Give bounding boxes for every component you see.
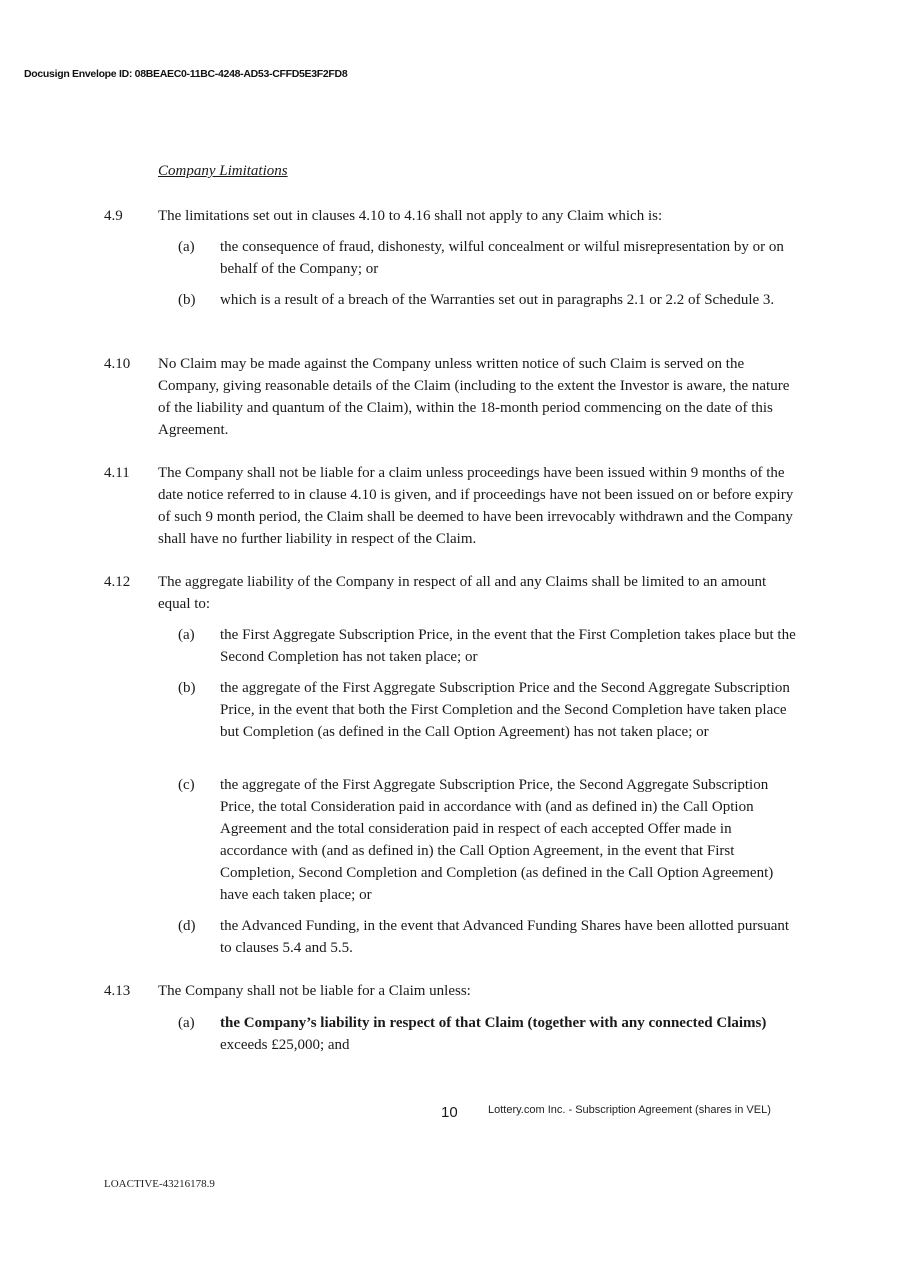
clause-text: The limitations set out in clauses 4.10 to 4.16 shall not apply to any Claim which is: (158, 208, 663, 224)
sub-label: (b) (178, 680, 196, 696)
sub-text: which is a result of a breach of the Warranties set out in paragraphs 2.1 or 2.2 of Schedule 3. (220, 292, 775, 308)
sub-label: (b) (178, 292, 196, 308)
clause-number: 4.10 (104, 356, 131, 372)
sub-label: (a) (178, 239, 195, 255)
sub-text: the aggregate of the First Aggregate Subscription Price, the Second Aggregate Subscription Price, the total Consideration paid in accordance with (and as defined in) the Call Option Agreement and the total consideration paid in respect of each accepted Offer made in accordance with (and as defined in) the Call Option Agreement, in the event that First Completion, Second Completion and Completion (as defined in the Call Option Agreement) have each taken place; or (220, 777, 774, 903)
clause-text: The Company shall not be liable for a Claim unless: (158, 983, 471, 999)
sub-text: the Advanced Funding, in the event that Advanced Funding Shares have been allotted pursuant to clauses 5.4 and 5.5. (220, 918, 790, 956)
sub-text (220, 1012, 800, 1056)
clause-text: The Company shall not be liable for a claim unless proceedings have been issued within 9 months of the date notice referred to in clause 4.10 is given, and if proceedings have not been issued on or before expiry of such 9 month period, the Claim shall be deemed to have been irrevocably withdrawn and the Company shall have no further liability in respect of the Claim. (158, 465, 794, 547)
sub-text: the aggregate of the First Aggregate Subscription Price and the Second Aggregate Subscription Price, in the event that both the First Completion and the Second Completion have taken place but Completion (as defined in the Call Option Agreement) has not taken place; or (220, 680, 790, 740)
footer-title: Lottery.com Inc. - Subscription Agreement (shares in VEL) (488, 1104, 771, 1116)
document-reference: LOACTIVE-43216178.9 (104, 1178, 215, 1190)
sub-text: the First Aggregate Subscription Price, in the event that the First Completion takes place but the Second Completion has not taken place; or (220, 627, 796, 665)
section-heading: Company Limitations (158, 163, 288, 179)
sub-label: (d) (178, 918, 196, 934)
page-number: 10 (441, 1104, 458, 1121)
sub-label: (c) (178, 777, 195, 793)
envelope-id: Docusign Envelope ID: 08BEAEC0-11BC-4248-AD53-CFFD5E3F2FD8 (24, 68, 348, 80)
sub-text: the consequence of fraud, dishonesty, wilful concealment or wilful misrepresentation by or on behalf of the Company; or (220, 239, 784, 277)
clause-number: 4.9 (104, 208, 123, 224)
sub-text-rest: exceeds £25,000; and (220, 1037, 350, 1053)
sub-label: (a) (178, 1015, 195, 1031)
sub-label: (a) (178, 627, 195, 643)
clause-number: 4.13 (104, 983, 131, 999)
clause-number: 4.12 (104, 574, 131, 590)
clause-text: The aggregate liability of the Company in respect of all and any Claims shall be limited to an amount equal to: (158, 574, 767, 612)
clause-number: 4.11 (104, 465, 130, 481)
sub-text-bold: the Company’s liability in respect of that Claim (together with any connected Claims) (220, 1015, 767, 1031)
clause-text: No Claim may be made against the Company unless written notice of such Claim is served on the Company, giving reasonable details of the Claim (including to the extent the Investor is aware, the nature of the liability and quantum of the Claim), within the 18-month period commencing on the date of this Agreement. (158, 356, 790, 438)
